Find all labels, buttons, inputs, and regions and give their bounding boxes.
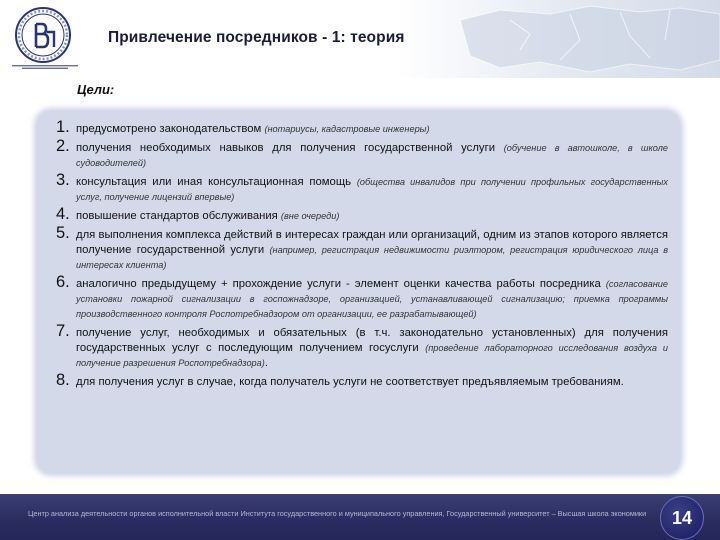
item-number: 1.	[56, 118, 70, 136]
university-name-graphic	[10, 64, 80, 70]
page-title: Привлечение посредников - 1: теория	[108, 29, 405, 46]
list-item	[56, 273, 668, 322]
list-item	[56, 224, 669, 273]
item-note: (обучение в автошколе, в школе судоводителей)	[76, 143, 668, 168]
item-text: повышение стандартов обслуживания	[76, 210, 281, 222]
item-note: (вне очереди)	[280, 211, 340, 221]
item-note: (общества инвалидов при получении профильных государственных услуг, получение лицензий впервые)	[76, 177, 668, 202]
footer-bar	[0, 494, 720, 540]
item-number: 2.	[56, 137, 70, 155]
item-text: для выполнения комплекса действий в интересах граждан или организаций, одним из этапов которого является получение государственной услуги	[76, 229, 668, 256]
item-text: получение услуг, необходимых и обязательных (в т.ч. законодательно установленных) для получения государственных услуг с последующим получением госуслуги	[76, 327, 668, 354]
item-number: 6.	[56, 273, 70, 291]
item-note: (согласование установки пожарной сигнализации в госпожнадзоре, организацией, устанавливающей сигнализацию; приемка программы производственного контроля Роспотребнадзором от организации, ее разрабатывающей)	[76, 279, 668, 319]
page-number-badge: 14	[660, 496, 704, 540]
item-number: 7.	[56, 322, 70, 340]
list-item	[56, 371, 668, 390]
list-item	[56, 322, 668, 371]
item-number: 4.	[56, 205, 70, 223]
item-note: (например, регистрация недвижимости риэлтором, регистрация юридического лица в интересах клиента)	[76, 245, 669, 270]
item-tail: .	[264, 357, 268, 369]
goals-list	[56, 118, 669, 394]
item-text: аналогично предыдущему + прохождение услуги - элемент оценки качества работы посредника	[76, 278, 606, 290]
list-item	[56, 205, 668, 224]
goals-heading: Цели:	[77, 82, 115, 97]
item-number: 3.	[56, 171, 70, 189]
list-item	[56, 118, 668, 137]
item-note: (нотариусы, кадастровые инженеры)	[264, 124, 430, 134]
university-logo-icon	[14, 6, 72, 64]
list-item	[56, 171, 668, 205]
footer-text: Центр анализа деятельности органов исполнительной власти Института государственного и муниципального управления, Государственный университет – Высшая школа экономики	[28, 509, 647, 518]
item-number: 8.	[56, 371, 70, 389]
header	[0, 0, 720, 78]
item-text: предусмотрено законодательством	[76, 123, 265, 135]
item-text: получения необходимых навыков для получения государственной услуги	[76, 142, 504, 154]
item-note: (проведение лабораторного исследования воздуха и получение разрешения Роспотребнадзора)	[76, 343, 668, 368]
item-text: консультация или иная консультационная помощь	[76, 176, 357, 188]
world-map-decoration	[420, 0, 720, 78]
item-text: для получения услуг в случае, когда получатель услуги не соответствует предъявляемым требованиям.	[76, 376, 624, 388]
list-item	[56, 137, 668, 171]
item-number: 5.	[56, 224, 70, 242]
